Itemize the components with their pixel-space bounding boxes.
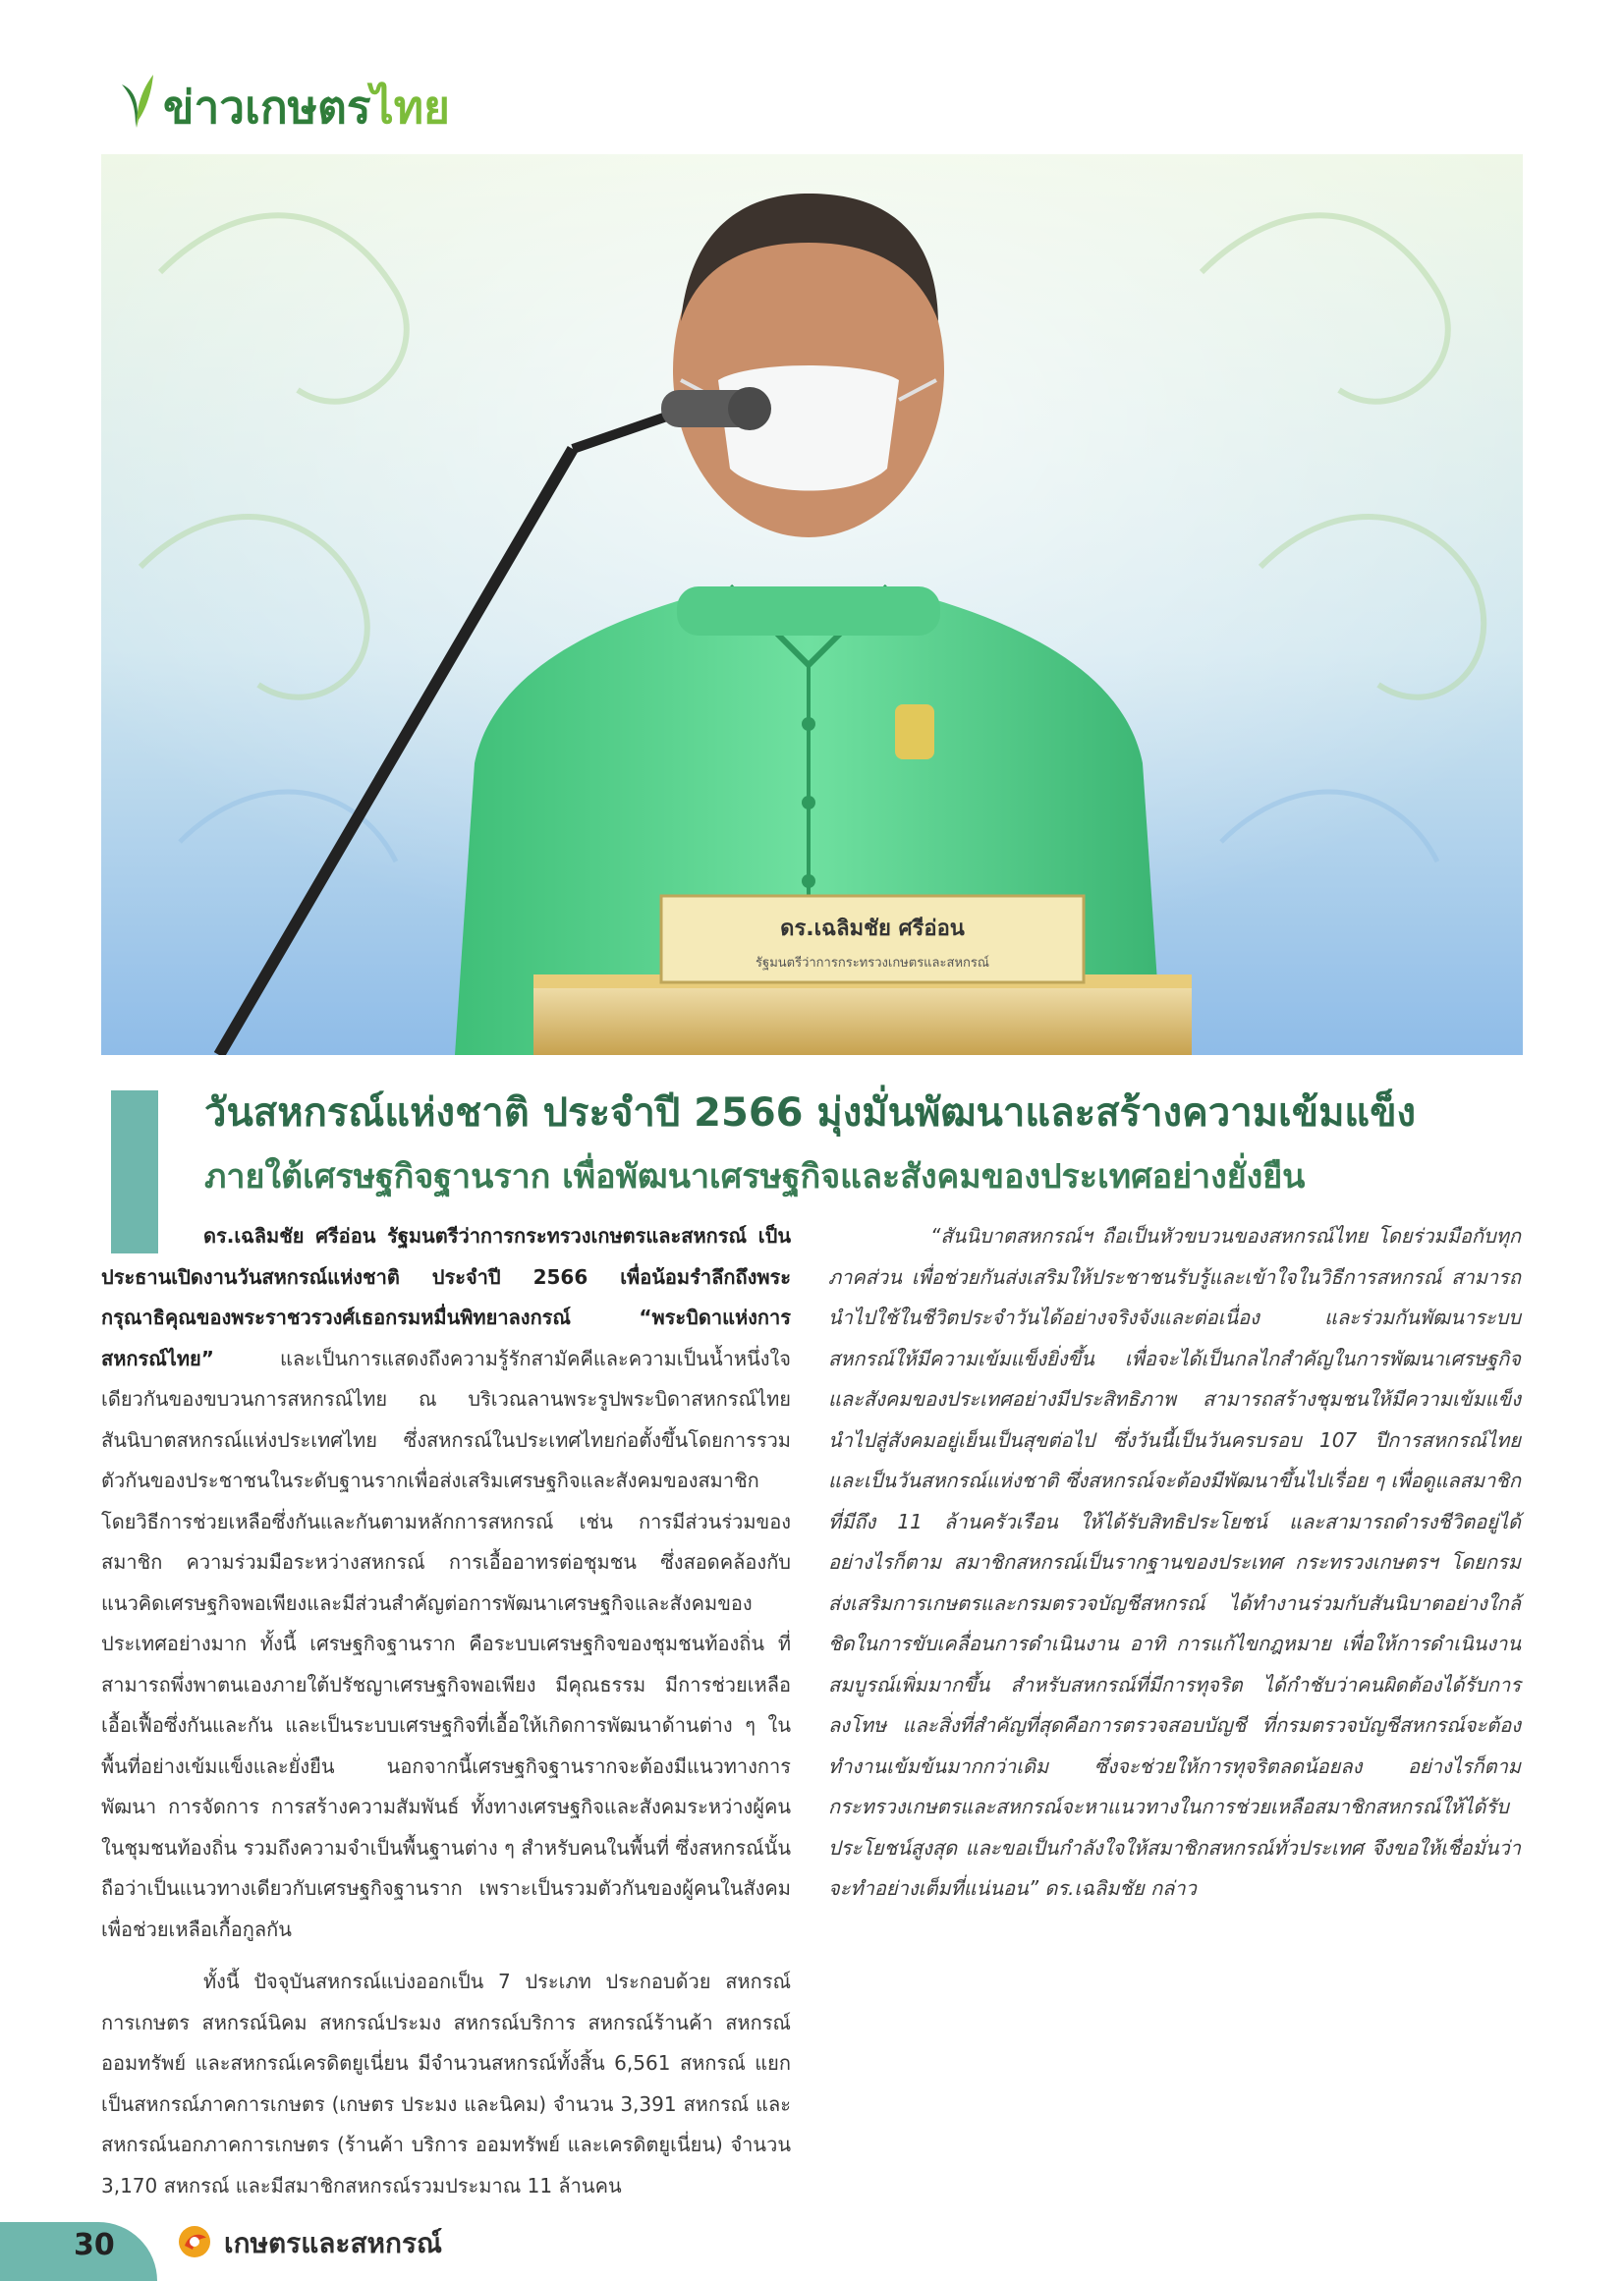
article-photo xyxy=(101,154,1523,1055)
article-subtitle: ภายใต้เศรษฐกิจฐานราก เพื่อพัฒนาเศรษฐกิจและสังคมของประเทศอย่างยั่งยืน xyxy=(204,1157,1306,1196)
nameplate-name: ดร.เฉลิมชัย ศรีอ่อน xyxy=(780,917,965,941)
article-title: วันสหกรณ์แห่งชาติ ประจำปี 2566 มุ่งมั่นพัฒนาและสร้างความเข้มแข็ง xyxy=(204,1090,1417,1136)
lead-paragraph xyxy=(101,1216,791,1950)
article-column-left xyxy=(101,1216,791,2206)
article-column-right xyxy=(828,1216,1521,1910)
brand-header xyxy=(116,61,451,134)
quote-paragraph: “สันนิบาตสหกรณ์ฯ ถือเป็นหัวขบวนของสหกรณ์ไทย โดยร่วมมือกับทุกภาคส่วน เพื่อช่วยกันส่งเสริมให้ประชาชนรับรู้และเข้าใจในวิธีการสหกรณ์ สามารถนำไปใช้ในชีวิตประจำวันได้อย่างจริงจังและต่อเนื่อง และร่วมกันพัฒนาระบบสหกรณ์ให้มีความเข้มแข็งยิ่งขึ้น เพื่อจะได้เป็นกลไกสำคัญในการพัฒนาเศรษฐกิจและสังคมของประเทศอย่างมีประสิทธิภาพ สามารถสร้างชุมชนให้มีความเข้มแข็งนำไปสู่สังคมอยู่เย็นเป็นสุขต่อไป ซึ่งวันนี้เป็นวันครบรอบ 107 ปีการสหกรณ์ไทย และเป็นวันสหกรณ์แห่งชาติ ซึ่งสหกรณ์จะต้องมีพัฒนาขึ้นไปเรื่อย ๆ เพื่อดูแลสมาชิกที่มีถึง 11 ล้านครัวเรือน ให้ได้รับสิทธิประโยชน์ และสามารถดำรงชีวิตอยู่ได้ อย่างไรก็ตาม สมาชิกสหกรณ์เป็นรากฐานของประเทศ กระทรวงเกษตรฯ โดยกรมส่งเสริมการเกษตรและกรมตรวจบัญชีสหกรณ์ ได้ทำงานร่วมกับสันนิบาตอย่างใกล้ชิดในการขับเคลื่อนการดำเนินงาน อาทิ การแก้ไขกฎหมาย เพื่อให้การดำเนินงานสมบูรณ์เพิ่มมากขึ้น สำหรับสหกรณ์ที่มีการทุจริต ได้กำชับว่าคนผิดต้องได้รับการลงโทษ และสิ่งที่สำคัญที่สุดคือการตรวจสอบบัญชี ที่กรมตรวจบัญชีสหกรณ์จะต้องทำงานเข้มข้นมากกว่าเดิม ซึ่งจะช่วยให้การทุจริตลดน้อยลง อย่างไรก็ตาม กระทรวงเกษตรและสหกรณ์จะหาแนวทางในการช่วยเหลือสมาชิกสหกรณ์ให้ได้รับประโยชน์สูงสุด และขอเป็นกำลังใจให้สมาชิกสหกรณ์ทั่วประเทศ จึงขอให้เชื่อมั่นว่าจะทำอย่างเต็มที่แน่นอน” ดร.เฉลิมชัย กล่าว xyxy=(828,1224,1521,1900)
magazine-name: เกษตรและสหกรณ์ xyxy=(224,2227,442,2259)
leaf-icon xyxy=(116,71,155,130)
nameplate-title: รัฐมนตรีว่าการกระทรวงเกษตรและสหกรณ์ xyxy=(756,956,989,971)
statistics-paragraph: ทั้งนี้ ปัจจุบันสหกรณ์แบ่งออกเป็น 7 ประเภท ประกอบด้วย สหกรณ์การเกษตร สหกรณ์นิคม สหกรณ์ประมง สหกรณ์บริการ สหกรณ์ร้านค้า สหกรณ์ออมทรัพย์ และสหกรณ์เครดิตยูเนี่ยน มีจำนวนสหกรณ์ทั้งสิ้น 6,561 สหกรณ์ แยกเป็นสหกรณ์ภาคการเกษตร (เกษตร ประมง และนิคม) จำนวน 3,391 สหกรณ์ และสหกรณ์นอกภาคการเกษตร (ร้านค้า บริการ ออมทรัพย์ และเครดิตยูเนี่ยน) จำนวน 3,170 สหกรณ์ และมีสมาชิกสหกรณ์รวมประมาณ 11 ล้านคน xyxy=(101,1970,791,2198)
brand-text-accent: ไทย xyxy=(370,81,451,134)
lead-body-text: และเป็นการแสดงถึงความรู้รักสามัคคีและความเป็นน้ำหนึ่งใจเดียวกันของขบวนการสหกรณ์ไทย ณ บริเวณลานพระรูปพระบิดาสหกรณ์ไทย สันนิบาตสหกรณ์แห่งประเทศไทย ซึ่งสหกรณ์ในประเทศไทยก่อตั้งขึ้นโดยการรวมตัวกันของประชาชนในระดับฐานรากเพื่อส่งเสริมเศรษฐกิจและสังคมของสมาชิก โดยวิธีการช่วยเหลือซึ่งกันและกันตามหลักการสหกรณ์ เช่น การมีส่วนร่วมของสมาชิก ความร่วมมือระหว่างสหกรณ์ การเอื้ออาทรต่อชุมชน ซึ่งสอดคล้องกับแนวคิดเศรษฐกิจพอเพียงและมีส่วนสำคัญต่อการพัฒนาเศรษฐกิจและสังคมของประเทศอย่างมาก ทั้งนี้ เศรษฐกิจฐานราก คือระบบเศรษฐกิจของชุมชนท้องถิ่น ที่สามารถพึ่งพาตนเองภายใต้ปรัชญาเศรษฐกิจพอเพียง มีคุณธรรม มีการช่วยเหลือเอื้อเฟื้อซึ่งกันและกัน และเป็นระบบเศรษฐกิจที่เอื้อให้เกิดการพัฒนาด้านต่าง ๆ ในพื้นที่อย่างเข้มแข็งและยั่งยืน นอกจากนี้เศรษฐกิจฐานรากจะต้องมีแนวทางการพัฒนา การจัดการ การสร้างความสัมพันธ์ ทั้งทางเศรษฐกิจและสังคมระหว่างผู้คนในชุมชนท้องถิ่น รวมถึงความจำเป็นพื้นฐานต่าง ๆ สำหรับคนในพื้นที่ ซึ่งสหกรณ์นั้นถือว่าเป็นแนวทางเดียวกับเศรษฐกิจฐานราก เพราะเป็นรวมตัวกันของผู้คนในสังคมเพื่อช่วยเหลือเกื้อกูลกัน xyxy=(101,1346,791,1941)
brand-text-main: ข่าวเกษตร xyxy=(163,81,371,134)
magazine-logo-icon xyxy=(177,2224,212,2259)
lead-bold-text: ดร.เฉลิมชัย ศรีอ่อน รัฐมนตรีว่าการกระทรวงเกษตรและสหกรณ์ เป็นประธานเปิดงานวันสหกรณ์แห่งชาติ ประจำปี 2566 เพื่อน้อมรำลึกถึงพระกรุณาธิคุณของพระราชวรวงศ์เธอกรมหมื่นพิทยาลงกรณ์ “พระบิดาแห่งการสหกรณ์ไทย” xyxy=(101,1224,791,1370)
page-number: 30 xyxy=(74,2228,115,2262)
